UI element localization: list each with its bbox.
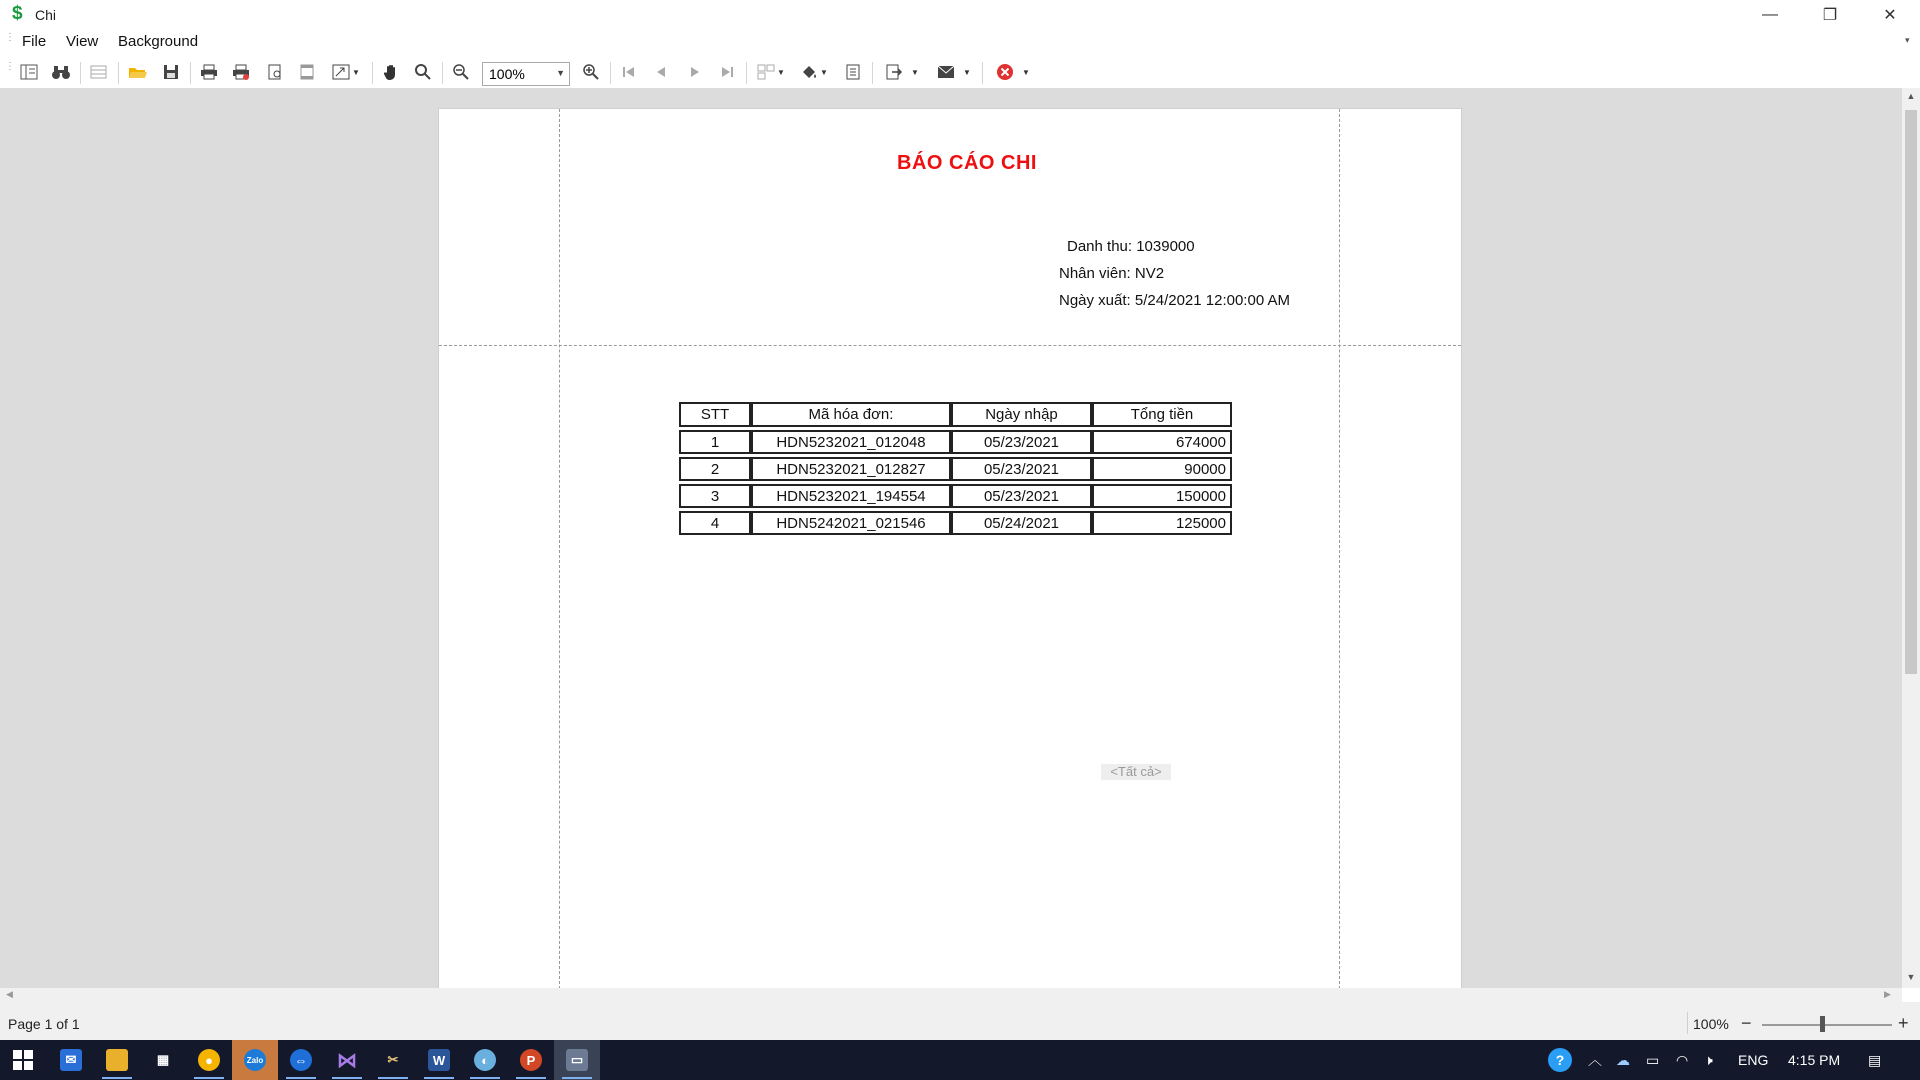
- toolbar-separator: [982, 62, 983, 84]
- close-circle-icon: [996, 63, 1014, 81]
- word-icon: W: [428, 1049, 450, 1071]
- taskbar-visual-studio[interactable]: [324, 1040, 370, 1080]
- toolbar-separator: [118, 62, 119, 84]
- scrollbar-thumb[interactable]: [1905, 110, 1917, 674]
- cell-stt: 1: [679, 430, 751, 454]
- minimize-icon: —: [1762, 6, 1778, 23]
- table-row: [679, 430, 1232, 454]
- chevron-up-icon: ︿: [1588, 1052, 1602, 1068]
- watermark-icon: [845, 64, 861, 80]
- zoom-in-button[interactable]: [580, 61, 602, 83]
- show-hidden-icons-button[interactable]: [1588, 1040, 1602, 1080]
- scroll-left-icon[interactable]: ◀: [6, 989, 13, 999]
- send-email-button[interactable]: [934, 61, 974, 83]
- binoculars-icon: [51, 64, 71, 80]
- report-title: BÁO CÁO CHI: [897, 152, 1037, 174]
- chevron-down-icon: ▼: [352, 67, 360, 77]
- running-indicator: [516, 1077, 546, 1079]
- clock[interactable]: [1788, 1040, 1840, 1080]
- export-date-line: Ngày xuất: 5/24/2021 12:00:00 AM: [1059, 292, 1290, 309]
- quick-print-icon: [232, 64, 250, 80]
- revenue-line: Danh thu: 1039000: [1067, 238, 1195, 255]
- running-indicator: [562, 1077, 592, 1079]
- help-icon: ?: [1548, 1048, 1572, 1072]
- menu-bar: [0, 30, 1920, 54]
- taskbar-file-explorer[interactable]: [94, 1040, 140, 1080]
- zoom-in-icon[interactable]: +: [1898, 1013, 1909, 1033]
- fill-background-icon: [800, 64, 818, 80]
- parameters-button[interactable]: [88, 61, 110, 83]
- employee-line: Nhân viên: NV2: [1059, 265, 1165, 282]
- minimize-button[interactable]: [1740, 0, 1800, 30]
- cloud-icon: ☁: [1616, 1051, 1630, 1068]
- close-preview-button[interactable]: [990, 61, 1036, 83]
- scroll-up-icon[interactable]: ▲: [1906, 91, 1916, 101]
- open-button[interactable]: [126, 61, 150, 83]
- header-invoice-code: Mã hóa đơn:: [751, 402, 951, 427]
- taskbar: [0, 1040, 1920, 1080]
- cell-total: 90000: [1092, 457, 1232, 481]
- first-page-icon: [622, 65, 636, 79]
- status-separator: [1687, 1012, 1688, 1034]
- cell-total: 674000: [1092, 430, 1232, 454]
- margin-guide: [559, 109, 560, 989]
- header-stt: STT: [679, 402, 751, 427]
- mail-icon: ✉: [60, 1049, 82, 1071]
- toolbar-separator: [80, 62, 81, 84]
- zalo-icon: Zalo: [244, 1049, 266, 1071]
- toolbar-separator: [610, 62, 611, 84]
- cell-stt: 4: [679, 511, 751, 535]
- chevron-down-icon: ▼: [911, 67, 919, 77]
- clock-time: 4:15 PM: [1788, 1052, 1841, 1068]
- battery-icon: ▭: [1646, 1051, 1660, 1068]
- chevron-down-icon: ▼: [963, 67, 971, 77]
- powerpoint-icon: P: [520, 1049, 542, 1071]
- table-header-row: [679, 402, 1232, 427]
- printer-icon: [200, 64, 218, 80]
- first-page-button[interactable]: [618, 61, 640, 83]
- speaker-icon: 🕨: [1704, 1051, 1713, 1068]
- zoom-slider-thumb[interactable]: [1820, 1016, 1825, 1032]
- menu-background[interactable]: Background: [118, 33, 199, 50]
- onedrive-status[interactable]: [1616, 1040, 1630, 1080]
- header-footer-icon: [299, 64, 315, 80]
- cell-total: 150000: [1092, 484, 1232, 508]
- hand-tool-button[interactable]: [380, 61, 402, 83]
- header-import-date: Ngày nhập: [951, 402, 1092, 427]
- folder-open-icon: [128, 64, 148, 80]
- parameters-icon: [90, 64, 108, 80]
- volume-control[interactable]: [1704, 1040, 1713, 1080]
- toolbar-separator: [372, 62, 373, 84]
- close-button[interactable]: [1860, 0, 1920, 30]
- document-map-icon: [20, 64, 38, 80]
- scroll-down-icon[interactable]: ▼: [1906, 972, 1916, 982]
- page-setup-icon: [267, 64, 283, 80]
- header-footer-button[interactable]: [296, 61, 318, 83]
- print-button[interactable]: [198, 61, 220, 83]
- cell-invoice-code: HDN5232021_012827: [751, 457, 951, 481]
- scale-button[interactable]: [328, 61, 364, 83]
- dollar-icon: $: [12, 3, 23, 24]
- start-button[interactable]: [0, 1040, 46, 1080]
- zoom-in-icon: [582, 63, 600, 81]
- windows-logo-icon: [13, 1050, 33, 1070]
- taskbar-zalo[interactable]: [232, 1040, 278, 1080]
- save-button[interactable]: [160, 61, 182, 83]
- vertical-scrollbar[interactable]: [1902, 88, 1920, 988]
- toolbar-separator: [442, 62, 443, 84]
- zoom-level: 100%: [1693, 1016, 1729, 1032]
- store-icon: ▦: [156, 1052, 170, 1067]
- taskbar-paint[interactable]: [462, 1040, 508, 1080]
- menu-view[interactable]: View: [66, 33, 99, 50]
- next-page-button[interactable]: [684, 61, 706, 83]
- table-row: [679, 484, 1232, 508]
- zoom-out-button[interactable]: [450, 61, 472, 83]
- taskbar-report-app[interactable]: [554, 1040, 600, 1080]
- filter-placeholder: <Tất cả>: [1101, 764, 1171, 780]
- menu-overflow-icon[interactable]: ▾: [1905, 35, 1910, 45]
- tools-icon: ✂: [387, 1052, 399, 1067]
- chrome-icon: ●: [198, 1049, 220, 1071]
- zoom-select[interactable]: [482, 62, 570, 86]
- table-row: [679, 511, 1232, 535]
- zoom-out-icon[interactable]: −: [1741, 1013, 1752, 1033]
- hand-icon: [382, 63, 400, 81]
- running-indicator: [286, 1077, 316, 1079]
- chevron-down-icon: ▼: [777, 67, 785, 77]
- quick-print-button[interactable]: [230, 61, 252, 83]
- cell-import-date: 05/23/2021: [951, 457, 1092, 481]
- taskbar-tools[interactable]: [370, 1040, 416, 1080]
- notification-icon: ▤: [1868, 1051, 1882, 1068]
- page-indicator: Page 1 of 1: [8, 1016, 80, 1032]
- title-bar: [0, 0, 1920, 30]
- taskbar-store[interactable]: [140, 1040, 186, 1080]
- menu-file[interactable]: File: [22, 33, 47, 50]
- toolbar: [0, 54, 1920, 91]
- magnifier-icon: [414, 63, 432, 81]
- expense-table: [679, 399, 1232, 538]
- grip-icon: ⋮: [5, 32, 15, 43]
- chevron-down-icon: ▼: [820, 67, 828, 77]
- toolbar-separator: [190, 62, 191, 84]
- watermark-button[interactable]: [842, 61, 864, 83]
- document-map-button[interactable]: [18, 61, 40, 83]
- close-icon: ✕: [1883, 7, 1897, 24]
- window-title: Chi: [35, 7, 57, 23]
- last-page-icon: [720, 65, 734, 79]
- wifi-icon: ◠: [1676, 1051, 1689, 1068]
- battery-status[interactable]: [1646, 1040, 1659, 1080]
- header-total: Tổng tiền: [1092, 402, 1232, 427]
- toolbar-separator: [746, 62, 747, 84]
- cell-stt: 3: [679, 484, 751, 508]
- running-indicator: [378, 1077, 408, 1079]
- taskbar-powerpoint[interactable]: [508, 1040, 554, 1080]
- previous-page-button[interactable]: [650, 61, 672, 83]
- export-button[interactable]: [880, 61, 924, 83]
- last-page-button[interactable]: [716, 61, 738, 83]
- running-indicator: [102, 1077, 132, 1079]
- restore-button[interactable]: [1800, 0, 1860, 30]
- chevron-down-icon: ▼: [1022, 67, 1030, 77]
- teamviewer-icon: ⇔: [290, 1049, 312, 1071]
- previous-page-icon: [654, 65, 668, 79]
- language-label: ENG: [1738, 1052, 1769, 1068]
- multiple-pages-button[interactable]: [754, 61, 788, 83]
- cell-invoice-code: HDN5242021_021546: [751, 511, 951, 535]
- taskbar-teamviewer[interactable]: [278, 1040, 324, 1080]
- folder-icon: [106, 1049, 128, 1071]
- network-status[interactable]: [1676, 1040, 1688, 1080]
- restore-icon: ❐: [1822, 7, 1838, 24]
- taskbar-mail[interactable]: [48, 1040, 94, 1080]
- page-setup-button[interactable]: [264, 61, 286, 83]
- running-indicator: [194, 1077, 224, 1079]
- chevron-down-icon: ▼: [556, 68, 565, 78]
- action-center-button[interactable]: [1868, 1040, 1881, 1080]
- cell-import-date: 05/24/2021: [951, 511, 1092, 535]
- search-button[interactable]: [50, 61, 72, 83]
- scale-icon: [332, 64, 350, 80]
- toolbar-grip-icon: ⋮: [5, 61, 15, 72]
- status-bar: [0, 1002, 1920, 1040]
- running-indicator: [470, 1077, 500, 1079]
- paint-icon: ◐: [474, 1049, 496, 1071]
- export-icon: [885, 64, 903, 80]
- zoom-out-icon: [452, 63, 470, 81]
- zoom-select-value: 100%: [489, 66, 525, 82]
- zoom-slider-track[interactable]: [1762, 1024, 1892, 1026]
- table-row: [679, 457, 1232, 481]
- cell-invoice-code: HDN5232021_012048: [751, 430, 951, 454]
- visual-studio-icon: ⋈: [337, 1049, 357, 1072]
- mail-icon: [937, 65, 955, 79]
- next-page-icon: [688, 65, 702, 79]
- running-indicator: [332, 1077, 362, 1079]
- band-guide: [439, 345, 1461, 346]
- fill-background-button[interactable]: [796, 61, 832, 83]
- report-page: [438, 108, 1462, 990]
- cell-import-date: 05/23/2021: [951, 484, 1092, 508]
- cell-invoice-code: HDN5232021_194554: [751, 484, 951, 508]
- report-app-icon: ▭: [566, 1049, 588, 1071]
- scroll-right-icon[interactable]: ▶: [1884, 989, 1891, 999]
- taskbar-word[interactable]: [416, 1040, 462, 1080]
- toolbar-separator: [872, 62, 873, 84]
- help-button[interactable]: [1548, 1040, 1572, 1080]
- running-indicator: [424, 1077, 454, 1079]
- language-indicator[interactable]: [1738, 1040, 1768, 1080]
- save-icon: [163, 64, 179, 80]
- cell-total: 125000: [1092, 511, 1232, 535]
- cell-import-date: 05/23/2021: [951, 430, 1092, 454]
- margin-guide: [1339, 109, 1340, 989]
- horizontal-scrollbar[interactable]: [0, 988, 1902, 1002]
- taskbar-chrome[interactable]: [186, 1040, 232, 1080]
- magnifier-button[interactable]: [412, 61, 434, 83]
- multiple-pages-icon: [757, 64, 775, 80]
- cell-stt: 2: [679, 457, 751, 481]
